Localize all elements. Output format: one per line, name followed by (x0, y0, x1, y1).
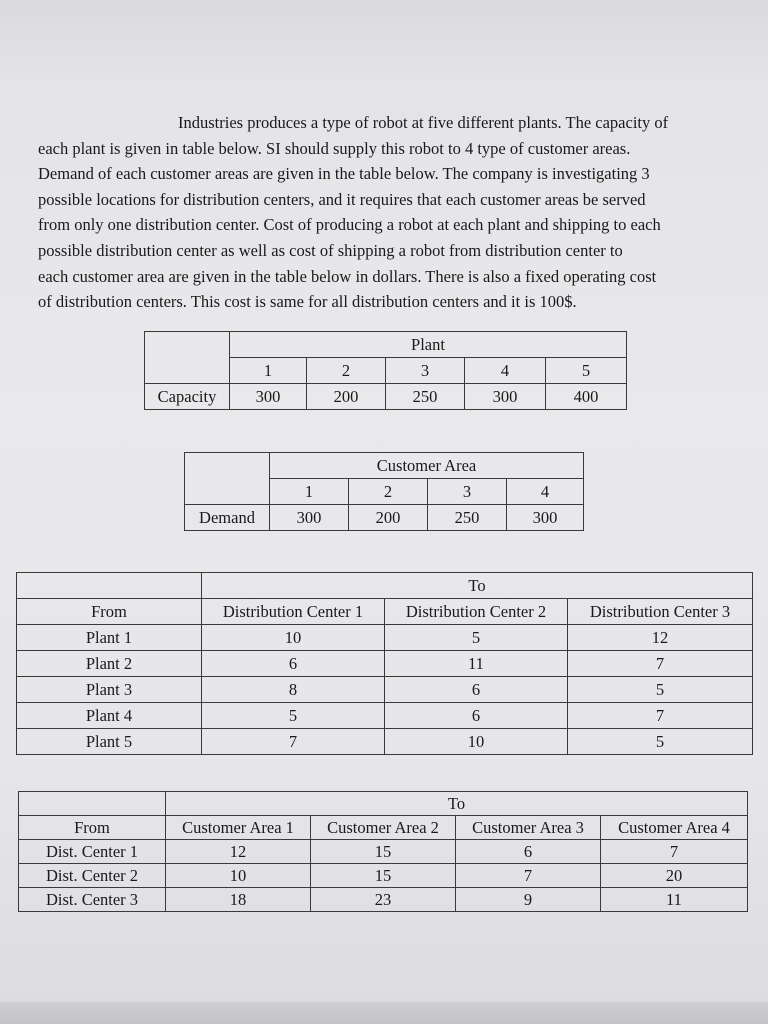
customer-area-column-header: Customer Area 2 (311, 816, 456, 840)
blank-cell (17, 573, 202, 599)
plant-row-label: Plant 4 (17, 703, 202, 729)
plant-column-header: 1 (230, 358, 307, 384)
paragraph-line: Demand of each customer areas are given in the table below. The company is investigating 3 (38, 164, 650, 184)
cost-cell: 20 (601, 864, 748, 888)
table-row (19, 864, 748, 888)
cost-cell: 5 (202, 703, 385, 729)
cost-cell: 6 (385, 677, 568, 703)
blank-cell (19, 792, 166, 816)
cost-cell: 7 (202, 729, 385, 755)
cost-cell: 7 (568, 703, 753, 729)
paragraph-line: each customer area are given in the table below in dollars. There is also a fixed operating cost (38, 266, 657, 286)
cost-cell: 6 (202, 651, 385, 677)
cost-cell: 5 (568, 677, 753, 703)
cost-cell: 5 (568, 729, 753, 755)
cost-cell: 23 (311, 888, 456, 912)
plant-column-header: 5 (546, 358, 627, 384)
problem-statement (38, 110, 760, 315)
from-header: From (19, 816, 166, 840)
paragraph-line: Industries produces a type of robot at five different plants. The capacity of (178, 113, 669, 132)
demand-value: 250 (428, 505, 507, 531)
cost-cell: 10 (385, 729, 568, 755)
customer-area-column-header: Customer Area 4 (601, 816, 748, 840)
cost-cell: 9 (456, 888, 601, 912)
cost-cell: 10 (202, 625, 385, 651)
plant-column-header: 2 (307, 358, 386, 384)
table-row (17, 703, 753, 729)
cost-cell: 15 (311, 864, 456, 888)
from-header: From (17, 599, 202, 625)
table-row (17, 677, 753, 703)
blank-cell (185, 453, 270, 505)
plant-row-label: Plant 1 (17, 625, 202, 651)
table-row (17, 625, 753, 651)
demand-value: 200 (349, 505, 428, 531)
paragraph-line: from only one distribution center. Cost of producing a robot at each plant and shipping to each (38, 215, 661, 235)
cost-cell: 18 (166, 888, 311, 912)
table-row (19, 840, 748, 864)
capacity-value: 250 (386, 384, 465, 410)
paragraph-line: possible locations for distribution centers, and it requires that each customer areas be served (38, 189, 646, 209)
plant-row-label: Plant 2 (17, 651, 202, 677)
customer-area-group-header: Customer Area (270, 453, 584, 479)
customer-area-column-header: 2 (349, 479, 428, 505)
customer-area-column-header: Customer Area 3 (456, 816, 601, 840)
dc-row-label: Dist. Center 3 (19, 888, 166, 912)
cost-cell: 8 (202, 677, 385, 703)
table-row (17, 651, 753, 677)
cost-cell: 12 (166, 840, 311, 864)
capacity-value: 300 (465, 384, 546, 410)
cost-cell: 7 (601, 840, 748, 864)
customer-area-column-header: 3 (428, 479, 507, 505)
cost-cell: 10 (166, 864, 311, 888)
demand-row-label: Demand (185, 505, 270, 531)
capacity-value: 200 (307, 384, 386, 410)
demand-value: 300 (270, 505, 349, 531)
cost-cell: 6 (385, 703, 568, 729)
screen-bezel (0, 1002, 768, 1024)
plant-column-header: 3 (386, 358, 465, 384)
plant-column-header: 4 (465, 358, 546, 384)
cost-cell: 15 (311, 840, 456, 864)
dc-column-header: Distribution Center 1 (202, 599, 385, 625)
customer-area-column-header: 1 (270, 479, 349, 505)
cost-cell: 7 (456, 864, 601, 888)
plant-row-label: Plant 5 (17, 729, 202, 755)
capacity-row-label: Capacity (145, 384, 230, 410)
table-row (19, 888, 748, 912)
paragraph-line: possible distribution center as well as cost of shipping a robot from distribution center to (38, 240, 623, 260)
cost-cell: 11 (385, 651, 568, 677)
paragraph-line: of distribution centers. This cost is same for all distribution centers and it is 100$. (38, 292, 577, 312)
table-row (17, 729, 753, 755)
demand-table (184, 452, 584, 531)
cost-cell: 5 (385, 625, 568, 651)
dc-to-customer-cost-table (18, 791, 748, 912)
capacity-value: 400 (546, 384, 627, 410)
cost-cell: 7 (568, 651, 753, 677)
cost-cell: 11 (601, 888, 748, 912)
to-header: To (202, 573, 753, 599)
customer-area-column-header: Customer Area 1 (166, 816, 311, 840)
blank-cell (145, 332, 230, 384)
capacity-value: 300 (230, 384, 307, 410)
plant-group-header: Plant (230, 332, 627, 358)
dc-row-label: Dist. Center 2 (19, 864, 166, 888)
to-header: To (166, 792, 748, 816)
customer-area-column-header: 4 (507, 479, 584, 505)
cost-cell: 12 (568, 625, 753, 651)
plant-to-dc-cost-table (16, 572, 753, 755)
dc-column-header: Distribution Center 2 (385, 599, 568, 625)
cost-cell: 6 (456, 840, 601, 864)
plant-row-label: Plant 3 (17, 677, 202, 703)
demand-value: 300 (507, 505, 584, 531)
capacity-table (144, 331, 627, 410)
paragraph-line: each plant is given in table below. SI should supply this robot to 4 type of customer areas. (38, 138, 631, 158)
dc-row-label: Dist. Center 1 (19, 840, 166, 864)
dc-column-header: Distribution Center 3 (568, 599, 753, 625)
